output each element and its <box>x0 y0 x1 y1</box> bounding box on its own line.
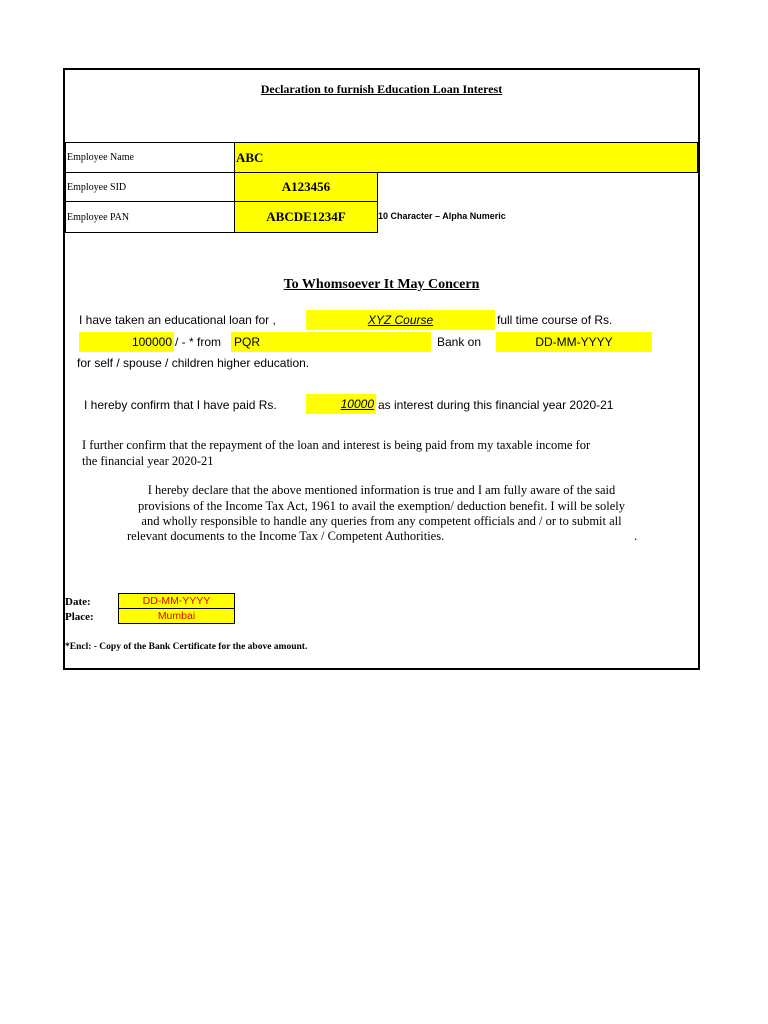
bank-name-field[interactable] <box>231 332 431 352</box>
declaration-trailing-dot: . <box>634 529 638 543</box>
date-field[interactable] <box>118 593 235 609</box>
pan-format-note: 10 Character – Alpha Numeric <box>378 211 506 221</box>
employee-sid-field[interactable] <box>234 172 378 202</box>
loan-amount-field[interactable] <box>79 332 174 352</box>
course-value: XYZ Course <box>367 313 434 327</box>
bank-name-value: PQR <box>234 335 261 349</box>
repayment-line1: I further confirm that the repayment of the loan and interest is being paid from my taxable income for <box>82 438 591 452</box>
interest-prefix: I hereby confirm that I have paid Rs. <box>84 398 277 412</box>
employee-pan-label: Employee PAN <box>65 201 235 233</box>
interest-amount-field[interactable] <box>306 394 376 414</box>
loan-line1-prefix: I have taken an educational loan for , <box>79 313 276 327</box>
date-value: DD-MM-YYYY <box>142 595 211 607</box>
enclosure-note: *Encl: - Copy of the Bank Certificate for the above amount. <box>65 642 308 652</box>
employee-sid-value: A123456 <box>281 179 331 194</box>
declaration-line4: relevant documents to the Income Tax / Competent Authorities. <box>127 529 445 543</box>
declaration-sheet <box>63 68 700 670</box>
employee-name-value: ABC <box>236 149 264 165</box>
course-field[interactable] <box>306 310 495 330</box>
declaration-line3: and wholly responsible to handle any queries from any competent officials and / or to submit all <box>141 514 622 528</box>
place-value: Mumbai <box>157 610 196 622</box>
loan-line3: for self / spouse / children higher education. <box>77 356 310 370</box>
place-field[interactable] <box>118 608 235 624</box>
declaration-line2: provisions of the Income Tax Act, 1961 to avail the exemption/ deduction benefit. I will be solely <box>138 499 625 513</box>
loan-date-field[interactable] <box>496 332 652 352</box>
loan-from-text: / - * from <box>175 335 222 349</box>
loan-date-value: DD-MM-YYYY <box>535 335 613 349</box>
repayment-line2: the financial year 2020-21 <box>82 454 214 468</box>
employee-sid-label: Employee SID <box>65 172 235 202</box>
interest-suffix: as interest during this financial year 2020-21 <box>378 398 614 412</box>
form-title: Declaration to furnish Education Loan Interest <box>260 82 503 96</box>
declaration-line1: I hereby declare that the above mentioned information is true and I am fully aware of the said <box>147 483 616 497</box>
place-label: Place: <box>65 611 94 623</box>
employee-name-field[interactable] <box>234 142 698 173</box>
employee-pan-value: ABCDE1234F <box>266 209 346 224</box>
interest-amount-value: 10000 <box>340 397 374 411</box>
date-label: Date: <box>65 596 91 608</box>
concern-heading: To Whomsoever It May Concern <box>283 277 480 292</box>
employee-pan-field[interactable] <box>234 201 378 233</box>
loan-line1-suffix: full time course of Rs. <box>497 313 613 327</box>
employee-name-label: Employee Name <box>65 142 235 173</box>
loan-amount-value: 100000 <box>131 335 172 349</box>
bank-on-text: Bank on <box>437 335 482 349</box>
